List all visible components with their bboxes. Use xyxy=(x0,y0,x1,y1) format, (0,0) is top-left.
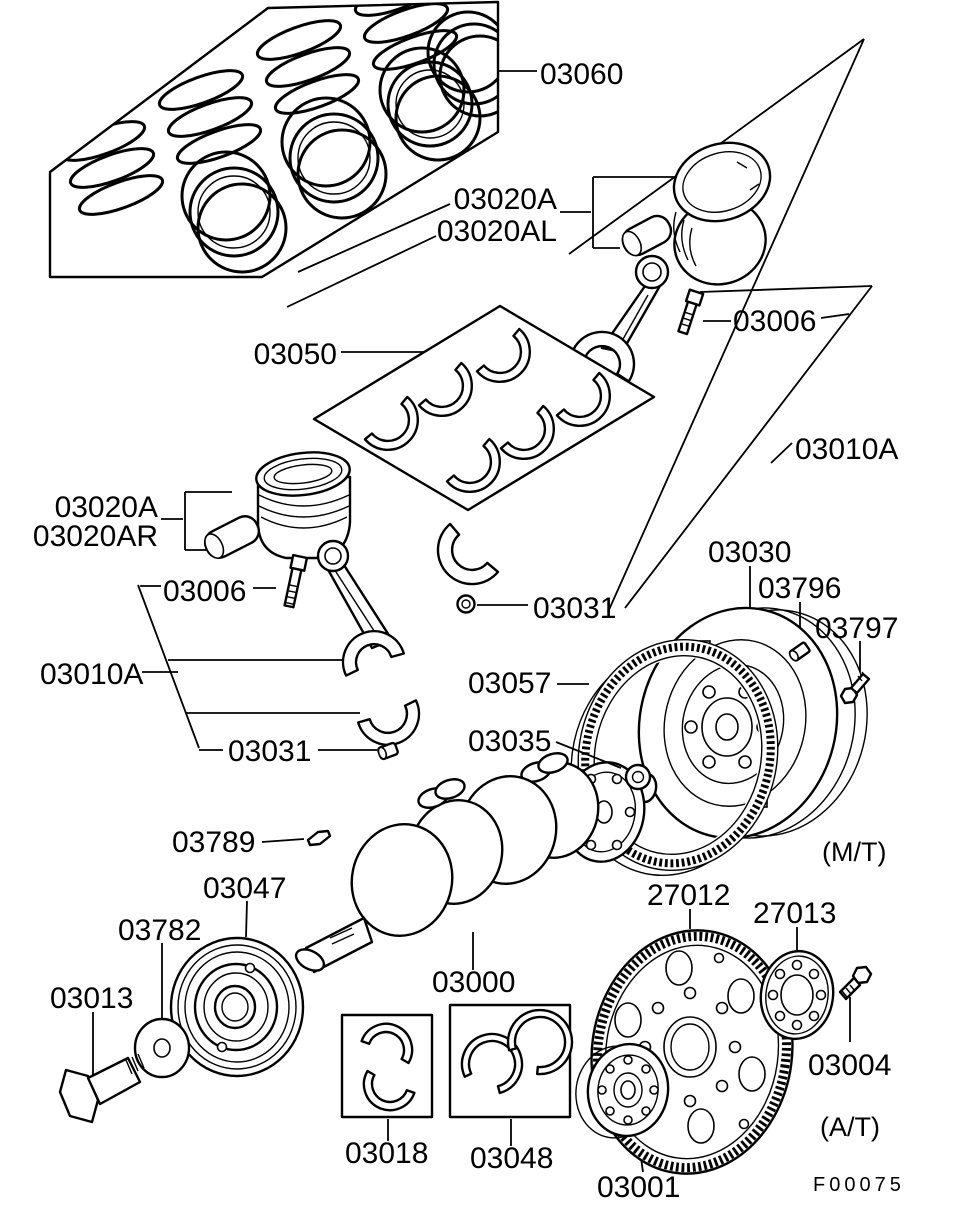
woodruff-key xyxy=(308,831,330,845)
label-03010A-right: 03010A xyxy=(795,433,899,466)
label-03797: 03797 xyxy=(815,612,899,645)
label-03010A-left: 03010A xyxy=(40,658,144,691)
label-03020A-left: 03020A xyxy=(54,491,158,524)
drive-plate-bolt-03004 xyxy=(840,967,871,999)
label-03031-right: 03031 xyxy=(533,592,617,625)
note-mt: (M/T) xyxy=(822,837,887,867)
label-27013: 27013 xyxy=(753,897,837,930)
crankshaft xyxy=(293,750,659,975)
conrod-nut-right xyxy=(458,596,475,613)
label-03047: 03047 xyxy=(203,872,287,905)
label-03018: 03018 xyxy=(345,1137,429,1170)
label-03782: 03782 xyxy=(118,914,202,947)
crank-pulley xyxy=(171,938,303,1076)
connecting-rod-left xyxy=(318,541,404,676)
label-03001: 03001 xyxy=(597,1171,681,1204)
label-03048: 03048 xyxy=(470,1142,554,1175)
label-03796: 03796 xyxy=(758,572,842,605)
label-03031-left: 03031 xyxy=(228,735,312,768)
label-03050: 03050 xyxy=(253,338,337,371)
label-03030: 03030 xyxy=(708,536,792,569)
thrust-washer-box xyxy=(450,1005,572,1117)
label-03004: 03004 xyxy=(808,1049,892,1082)
label-03000: 03000 xyxy=(432,966,516,999)
label-03789: 03789 xyxy=(172,826,256,859)
label-03013: 03013 xyxy=(50,982,134,1015)
pulley-bolt xyxy=(60,1054,144,1122)
note-at: (A/T) xyxy=(820,1112,880,1142)
label-03006-right: 03006 xyxy=(733,305,817,338)
pulley-washer xyxy=(135,1019,189,1077)
piston-top xyxy=(663,131,780,296)
label-03020AL: 03020AL xyxy=(436,215,557,248)
label-27012: 27012 xyxy=(647,879,731,912)
label-03020AR: 03020AR xyxy=(32,520,158,553)
conrod-bolt-left xyxy=(283,555,307,608)
label-03057: 03057 xyxy=(468,667,552,700)
piston-pin-top xyxy=(618,211,675,259)
rear-bearing-box xyxy=(342,1015,432,1117)
label-03060: 03060 xyxy=(540,58,624,91)
label-03020A-top: 03020A xyxy=(453,183,557,216)
bearing-cap-middle xyxy=(438,524,498,584)
label-03006-left: 03006 xyxy=(163,575,247,608)
label-03035: 03035 xyxy=(468,725,552,758)
conrod-bolt-top xyxy=(677,290,704,335)
piston-pin-left xyxy=(201,512,264,562)
figure-code: F00075 xyxy=(813,1174,905,1196)
bearing-cap-left xyxy=(358,700,419,744)
